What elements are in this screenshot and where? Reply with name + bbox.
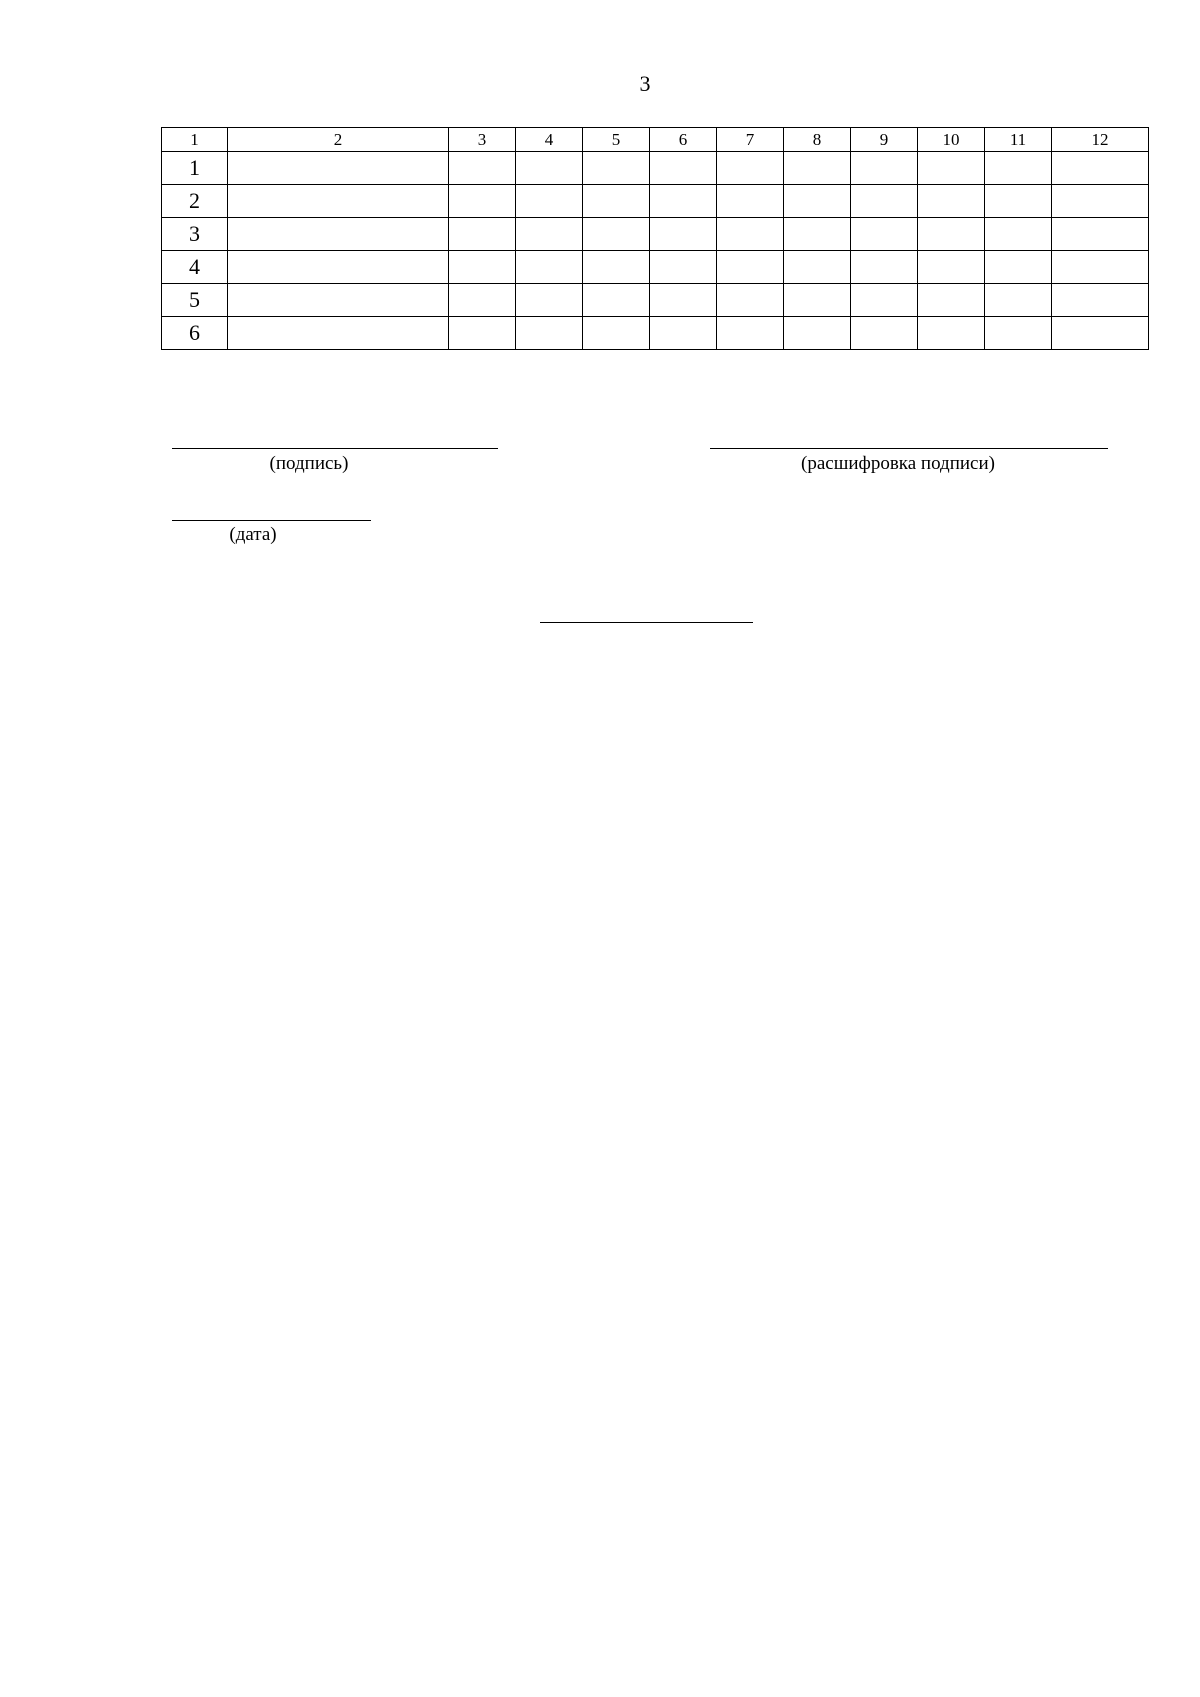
table-cell: [449, 284, 516, 317]
table-cell: [717, 152, 784, 185]
table-cell: [918, 185, 985, 218]
table-cell: [851, 152, 918, 185]
table-cell: [228, 317, 449, 350]
row-number-cell: 6: [162, 317, 228, 350]
table-cell: [583, 152, 650, 185]
table-cell: [583, 317, 650, 350]
data-table: [161, 127, 1149, 350]
table-body: [162, 152, 1149, 350]
column-header: 2: [228, 128, 449, 152]
table-cell: [650, 284, 717, 317]
table-cell: [449, 152, 516, 185]
signature-decryption-caption: (расшифровка подписи): [801, 453, 995, 474]
date-caption: (дата): [229, 524, 277, 545]
table-cell: [449, 218, 516, 251]
table-cell: [516, 152, 583, 185]
table-cell: [1052, 251, 1149, 284]
table-cell: [918, 317, 985, 350]
table-cell: [650, 185, 717, 218]
table-row: [162, 251, 1149, 284]
table-cell: [228, 284, 449, 317]
table-cell: [1052, 317, 1149, 350]
table-cell: [650, 317, 717, 350]
table-cell: [784, 284, 851, 317]
column-header: 11: [985, 128, 1052, 152]
table-row: [162, 218, 1149, 251]
table-cell: [516, 218, 583, 251]
table-cell: [851, 185, 918, 218]
row-number-cell: 1: [162, 152, 228, 185]
row-number-cell: 3: [162, 218, 228, 251]
table-cell: [449, 251, 516, 284]
row-number-cell: 2: [162, 185, 228, 218]
table-cell: [1052, 185, 1149, 218]
signature-decryption-line: [710, 448, 1108, 449]
table-cell: [784, 185, 851, 218]
column-header: 5: [583, 128, 650, 152]
column-header: 1: [162, 128, 228, 152]
table-cell: [650, 218, 717, 251]
signature-line: [172, 448, 498, 449]
table-cell: [918, 218, 985, 251]
table-cell: [918, 152, 985, 185]
table-cell: [851, 251, 918, 284]
table-cell: [851, 317, 918, 350]
table-cell: [851, 284, 918, 317]
table-cell: [228, 152, 449, 185]
table-cell: [516, 185, 583, 218]
table-cell: [583, 185, 650, 218]
table-cell: [784, 152, 851, 185]
table-cell: [449, 317, 516, 350]
column-header: 8: [784, 128, 851, 152]
table-cell: [228, 218, 449, 251]
table-cell: [784, 218, 851, 251]
table-row: [162, 185, 1149, 218]
table-row: [162, 152, 1149, 185]
column-header: 3: [449, 128, 516, 152]
table-cell: [516, 317, 583, 350]
table-header-row: [162, 128, 1149, 152]
end-of-document-line: [540, 622, 753, 623]
table-cell: [985, 251, 1052, 284]
table-cell: [717, 251, 784, 284]
row-number-cell: 4: [162, 251, 228, 284]
table-row: [162, 317, 1149, 350]
table-cell: [650, 152, 717, 185]
table-cell: [784, 251, 851, 284]
table-cell: [717, 284, 784, 317]
table-row: [162, 284, 1149, 317]
column-header: 6: [650, 128, 717, 152]
table-cell: [985, 218, 1052, 251]
page-number: 3: [639, 71, 651, 96]
column-header: 4: [516, 128, 583, 152]
column-header: 12: [1052, 128, 1149, 152]
table-cell: [583, 251, 650, 284]
table-cell: [228, 251, 449, 284]
table-cell: [851, 218, 918, 251]
table-cell: [985, 152, 1052, 185]
signature-caption: (подпись): [269, 453, 349, 474]
column-header: 10: [918, 128, 985, 152]
table-cell: [1052, 218, 1149, 251]
table-cell: [1052, 284, 1149, 317]
table-cell: [717, 185, 784, 218]
table-cell: [918, 251, 985, 284]
table-cell: [516, 284, 583, 317]
column-header: 9: [851, 128, 918, 152]
date-line: [172, 520, 371, 521]
table-cell: [1052, 152, 1149, 185]
table-cell: [583, 284, 650, 317]
table-cell: [717, 317, 784, 350]
table-cell: [985, 284, 1052, 317]
table-cell: [583, 218, 650, 251]
table-cell: [228, 185, 449, 218]
column-header: 7: [717, 128, 784, 152]
table-cell: [985, 185, 1052, 218]
row-number-cell: 5: [162, 284, 228, 317]
table-cell: [516, 251, 583, 284]
table-cell: [918, 284, 985, 317]
table-cell: [784, 317, 851, 350]
table-cell: [985, 317, 1052, 350]
table-cell: [717, 218, 784, 251]
table-cell: [449, 185, 516, 218]
table-cell: [650, 251, 717, 284]
